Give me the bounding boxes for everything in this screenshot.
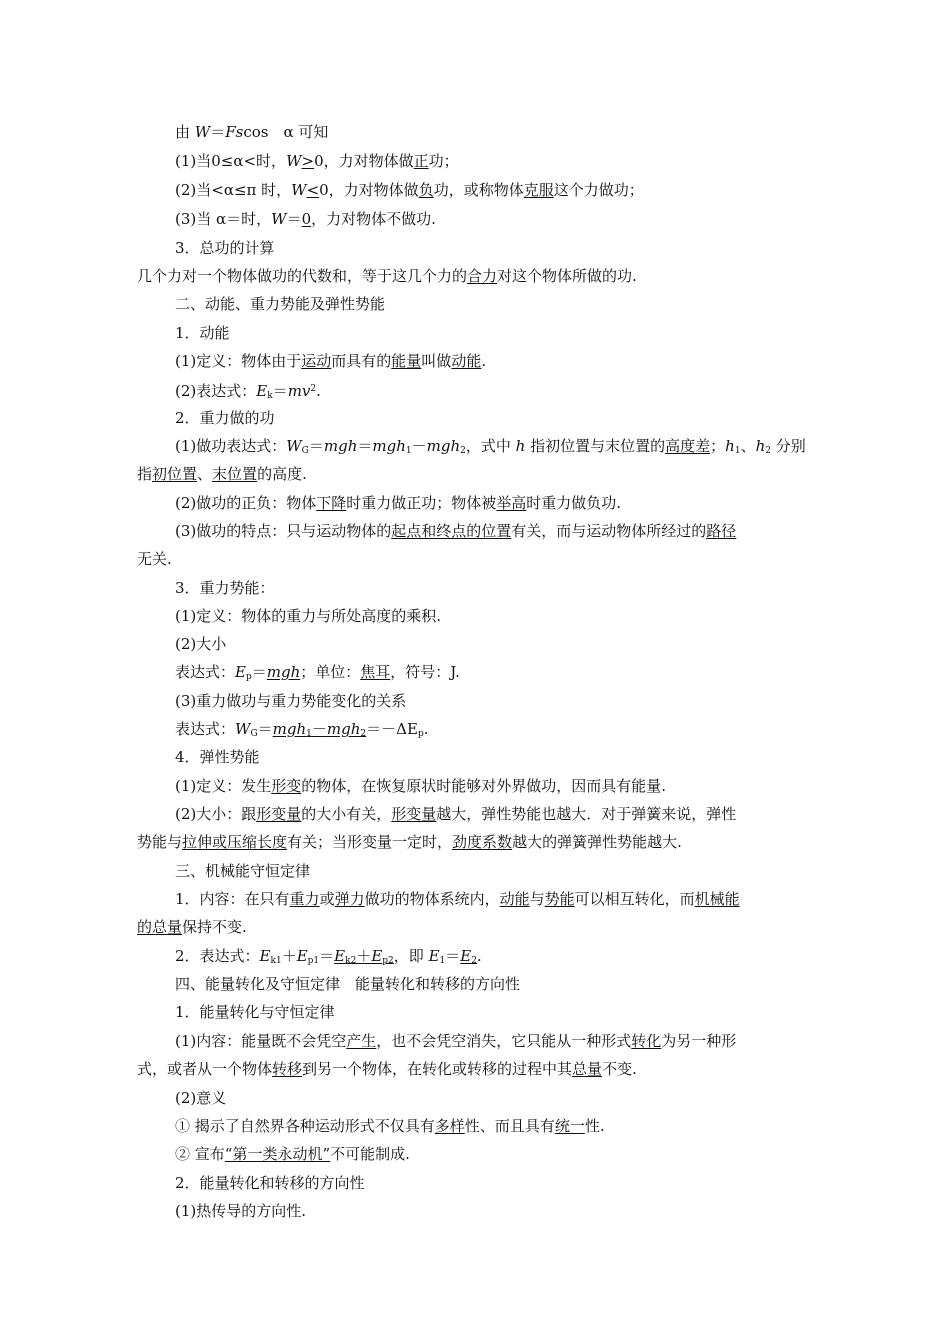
text-segment: ＝	[286, 210, 302, 228]
text-segment: ，力对物体不做功.	[311, 210, 436, 228]
underline	[212, 465, 257, 483]
text-line	[175, 151, 855, 171]
underlined-answer: 举高	[496, 494, 527, 512]
underline	[555, 1117, 585, 1135]
underlined-answer: 运动	[301, 352, 332, 370]
underline	[307, 181, 320, 199]
underline	[346, 1032, 376, 1050]
text-segment: 3．总功的计算	[175, 239, 275, 257]
text-segment: 时重力做正功；物体被	[346, 494, 497, 512]
underlined-answer: 焦耳	[360, 663, 391, 681]
text-line	[175, 1173, 855, 1193]
underlined-answer: mgh	[326, 720, 361, 738]
underlined-answer: <	[306, 181, 320, 199]
text-segment: (2)做功的正负：物体	[175, 494, 317, 512]
underline	[152, 465, 197, 483]
text-segment: p	[417, 729, 424, 739]
text-line	[137, 1059, 817, 1079]
text-line	[175, 1031, 855, 1051]
underline	[182, 833, 287, 851]
text-segment: .	[481, 352, 487, 370]
underlined-answer: 末位置	[212, 465, 258, 483]
underlined-answer: 高度差	[665, 437, 711, 455]
text-segment: (2)大小	[175, 635, 227, 653]
text-segment: 2．重力做的功	[175, 409, 275, 427]
text-segment: cos α 可知	[243, 123, 329, 141]
text-line	[175, 294, 855, 314]
text-line	[175, 209, 855, 229]
underline	[356, 947, 371, 965]
underline	[435, 1117, 465, 1135]
text-segment: ，符号：J.	[390, 663, 460, 681]
text-segment: 0，力对物体做	[319, 181, 419, 199]
underlined-answer: 统一	[554, 1117, 585, 1135]
underlined-answer: 机械能	[694, 890, 740, 908]
text-line	[175, 351, 855, 371]
underline	[467, 267, 497, 285]
text-segment: ＝	[251, 663, 267, 681]
text-segment: E	[296, 947, 308, 965]
text-segment: (2)表达式：	[175, 382, 257, 400]
text-segment: 与	[529, 890, 545, 908]
underlined-answer: ＋	[356, 947, 372, 965]
text-segment: 1．能量转化与守恒定律	[175, 1003, 335, 1021]
text-segment: 可以相互转化，而	[574, 890, 695, 908]
text-segment: 四、能量转化及守恒定律 能量转化和转移的方向性	[175, 975, 521, 993]
text-segment: ＝	[257, 720, 273, 738]
underlined-answer: 形变量	[391, 805, 437, 823]
text-segment: 2	[460, 446, 466, 456]
underlined-answer: 动能	[499, 890, 530, 908]
text-segment: (1)做功表达式：	[175, 437, 287, 455]
text-segment: E	[235, 663, 246, 681]
underlined-answer: 多样	[434, 1117, 465, 1135]
underline	[225, 1145, 330, 1163]
text-segment: 表达式：	[175, 663, 236, 681]
text-segment: 1．内容：在只有	[175, 890, 290, 908]
text-line	[175, 691, 855, 711]
text-segment: h	[755, 437, 766, 455]
text-line	[175, 436, 855, 461]
text-segment: 1	[734, 446, 741, 456]
text-segment: ＝	[319, 947, 335, 965]
text-line	[175, 379, 855, 406]
text-segment: 功；	[428, 152, 459, 170]
underlined-answer: 合力	[467, 267, 498, 285]
text-segment: (2)意义	[175, 1089, 227, 1107]
underlined-answer: “第一类永动机”	[224, 1145, 331, 1163]
text-segment: 2	[765, 446, 771, 456]
text-segment: 有关，而与运动物体所经过的	[511, 522, 707, 540]
text-segment: k	[267, 391, 273, 401]
underlined-answer: 能量	[391, 352, 422, 370]
text-segment: 3．重力势能：	[175, 579, 275, 597]
underlined-answer: 路径	[706, 522, 737, 540]
text-segment: G	[301, 446, 309, 456]
underline	[272, 1060, 302, 1078]
text-line	[175, 606, 855, 626]
text-segment: ① 揭示了自然界各种运动形式不仅具有	[175, 1117, 435, 1135]
text-segment: p1	[307, 956, 320, 966]
text-segment: W	[235, 720, 251, 738]
underlined-answer: 动能	[451, 352, 482, 370]
text-segment: (3)重力做功与重力势能变化的关系	[175, 692, 407, 710]
underlined-answer: 下降	[316, 494, 347, 512]
text-segment: 叫做	[421, 352, 452, 370]
underline	[545, 890, 575, 908]
text-segment: 为另一种形	[661, 1032, 737, 1050]
text-segment: ＝	[357, 437, 373, 455]
underlined-answer: 弹力	[334, 890, 365, 908]
underline	[500, 890, 530, 908]
text-line	[175, 776, 855, 796]
text-line	[175, 493, 855, 513]
underlined-answer: E	[460, 947, 472, 965]
text-segment: F	[225, 123, 236, 141]
text-line	[137, 266, 817, 286]
text-line	[137, 917, 817, 937]
text-line	[137, 464, 817, 484]
text-line	[175, 974, 855, 994]
underlined-answer: 1	[306, 729, 312, 739]
text-segment: 到另一个物体，在转化或转移的过程中其	[302, 1060, 573, 1078]
text-segment: .	[423, 720, 429, 738]
underline	[382, 947, 394, 965]
underline	[271, 777, 301, 795]
underline	[419, 181, 434, 199]
underlined-answer: E	[371, 947, 383, 965]
text-segment: (1)内容：能量既不会凭空	[175, 1032, 347, 1050]
underline	[572, 1060, 602, 1078]
text-segment: 由	[175, 123, 195, 141]
underline	[335, 890, 365, 908]
text-segment: 势能与	[137, 833, 183, 851]
text-segment: 1	[439, 956, 446, 966]
text-segment: 、	[197, 465, 213, 483]
text-segment: (3)当 α＝时，	[175, 210, 272, 228]
text-line	[175, 1002, 855, 1022]
text-line	[175, 323, 855, 343]
underline	[391, 352, 421, 370]
text-segment: 式，或者从一个物体	[137, 1060, 273, 1078]
text-segment: 性.	[584, 1117, 605, 1135]
text-segment: 性、而且具有	[464, 1117, 555, 1135]
underlined-answer: E	[334, 947, 346, 965]
text-segment: ；单位：	[300, 663, 361, 681]
text-segment: W	[271, 210, 287, 228]
text-line	[175, 1088, 855, 1108]
text-segment: 指	[137, 465, 153, 483]
text-segment: 2	[310, 384, 317, 394]
underlined-answer: 2	[471, 956, 477, 966]
underlined-answer: 0	[301, 210, 312, 228]
text-segment: 对这个物体所做的功.	[497, 267, 637, 285]
underline	[665, 437, 710, 455]
text-segment: p	[245, 672, 252, 682]
text-segment: 越大的弹簧弹性势能越大.	[512, 833, 682, 851]
underline	[460, 947, 471, 965]
underline	[391, 805, 436, 823]
underlined-answer: －	[311, 720, 327, 738]
underlined-answer: 2	[360, 729, 367, 739]
underline	[414, 152, 429, 170]
text-line	[175, 238, 855, 258]
text-segment: W	[286, 437, 302, 455]
text-segment: ；	[710, 437, 726, 455]
text-segment: (1)定义：物体由于	[175, 352, 302, 370]
underlined-answer: mgh	[272, 720, 307, 738]
text-line	[175, 1116, 855, 1136]
text-segment: W	[286, 152, 302, 170]
text-segment: (1)热传导的方向性.	[175, 1202, 307, 1220]
underline	[273, 720, 307, 738]
underlined-answer: 正	[413, 152, 429, 170]
text-segment: mv	[287, 382, 311, 400]
text-line	[175, 578, 855, 598]
underline	[316, 494, 346, 512]
text-segment: 表达式：	[175, 720, 236, 738]
underline	[695, 890, 740, 908]
text-segment: .	[476, 947, 482, 965]
text-segment: 1．动能	[175, 324, 230, 342]
underline	[496, 494, 526, 512]
text-segment: k1	[270, 956, 282, 966]
underlined-answer: 产生	[346, 1032, 377, 1050]
text-segment: 的高度.	[257, 465, 307, 483]
underlined-answer: 劲度系数	[452, 833, 513, 851]
text-segment: ＝	[272, 382, 288, 400]
text-segment: s	[235, 123, 244, 141]
text-line	[175, 1201, 855, 1221]
text-segment: (2)大小：跟	[175, 805, 257, 823]
text-segment: h	[725, 437, 735, 455]
text-segment: 三、机械能守恒定律	[175, 862, 311, 880]
text-segment: 有关；当形变量一定时，	[287, 833, 453, 851]
underline	[706, 522, 736, 540]
underlined-answer: 转移	[272, 1060, 303, 1078]
text-segment: h	[515, 437, 526, 455]
text-segment: 4．弹性势能	[175, 748, 260, 766]
text-segment: 越大，弹性势能也越大．对于弹簧来说，弹性	[436, 805, 737, 823]
text-line	[175, 719, 855, 744]
text-segment: 或	[319, 890, 335, 908]
underlined-answer: 形变量	[256, 805, 302, 823]
underline	[524, 181, 554, 199]
underlined-answer: 转化	[631, 1032, 662, 1050]
text-segment: 1	[405, 446, 412, 456]
underlined-answer: 的总量	[137, 918, 183, 936]
text-line	[137, 549, 817, 569]
text-segment: W	[194, 123, 211, 141]
text-line	[175, 946, 855, 971]
underline	[312, 720, 327, 738]
underline	[137, 918, 182, 936]
text-segment: G	[250, 729, 258, 739]
text-line	[175, 804, 855, 824]
text-segment: ＝	[210, 123, 226, 141]
underlined-answer: 势能	[544, 890, 575, 908]
underline	[302, 210, 312, 228]
text-segment: mgh	[426, 437, 461, 455]
text-segment: mgh	[323, 437, 358, 455]
text-segment: ＋	[281, 947, 297, 965]
text-segment: 2．表达式：	[175, 947, 260, 965]
text-line	[175, 180, 855, 200]
underline	[371, 947, 382, 965]
text-line	[175, 408, 855, 428]
underline	[301, 352, 331, 370]
text-segment: E	[256, 382, 268, 400]
text-segment: ② 宣布	[175, 1145, 225, 1163]
underline	[452, 833, 512, 851]
underlined-answer: 克服	[523, 181, 554, 199]
text-segment: 二、动能、重力势能及弹性势能	[175, 295, 386, 313]
text-segment: (3)做功的特点：只与运动物体的	[175, 522, 392, 540]
text-segment: 功，或称物体	[433, 181, 524, 199]
text-segment: ＝	[445, 947, 461, 965]
text-segment: 分别	[770, 437, 806, 455]
underlined-answer: 总量	[572, 1060, 603, 1078]
text-segment: 的大小有关，	[301, 805, 392, 823]
text-line	[175, 889, 855, 909]
underline	[451, 352, 481, 370]
underlined-answer: 形变	[271, 777, 302, 795]
text-segment: ＝	[308, 437, 324, 455]
underlined-answer: p2	[382, 956, 394, 966]
text-segment: 无关.	[137, 550, 172, 568]
text-line	[137, 832, 817, 852]
text-segment: 几个力对一个物体做功的代数和，等于这几个力的	[137, 267, 468, 285]
text-segment: (1)定义：物体的重力与所处高度的乘积.	[175, 607, 442, 625]
text-segment: 0，力对物体做	[314, 152, 414, 170]
underline	[256, 805, 301, 823]
text-line	[175, 1144, 855, 1164]
text-segment: 指初位置与末位置的	[525, 437, 666, 455]
text-line	[175, 634, 855, 654]
underline	[301, 152, 314, 170]
underlined-answer: 负	[418, 181, 434, 199]
text-segment: E	[259, 947, 271, 965]
text-segment: 、	[740, 437, 756, 455]
underline	[391, 522, 511, 540]
text-line	[175, 747, 855, 767]
underlined-answer: mgh	[266, 663, 301, 681]
underlined-answer: 初位置	[152, 465, 198, 483]
underlined-answer: 起点和终点的位置	[391, 522, 512, 540]
underlined-answer: 重力	[289, 890, 320, 908]
text-line	[175, 122, 855, 142]
text-segment: ，即	[393, 947, 429, 965]
text-segment: mgh	[372, 437, 406, 455]
underline	[631, 1032, 661, 1050]
text-segment: 时重力做负功.	[526, 494, 622, 512]
underlined-answer: k2	[345, 956, 357, 966]
text-segment: ＝－ΔE	[366, 720, 418, 738]
text-segment: E	[428, 947, 440, 965]
text-segment: 这个力做功；	[553, 181, 644, 199]
text-segment: ，也不会凭空消失，它只能从一种形式	[376, 1032, 632, 1050]
text-segment: 不变.	[602, 1060, 637, 1078]
text-line	[175, 521, 855, 541]
text-line	[175, 662, 855, 687]
text-segment: (1)定义：发生	[175, 777, 272, 795]
underline	[360, 663, 390, 681]
underline	[327, 720, 361, 738]
underline	[345, 947, 356, 965]
text-segment: 不可能制成.	[330, 1145, 410, 1163]
text-segment: (1)当0≤α<时，	[175, 152, 287, 170]
text-segment: (2)当<α≤π 时，	[175, 181, 292, 199]
text-segment: 保持不变.	[182, 918, 247, 936]
text-segment: 而具有的	[331, 352, 392, 370]
text-segment: .	[316, 382, 321, 400]
underlined-answer: 拉伸或压缩长度	[182, 833, 288, 851]
text-segment: 做功的物体系统内，	[364, 890, 500, 908]
underline	[267, 663, 301, 681]
text-segment: ，式中	[465, 437, 516, 455]
underline	[290, 890, 320, 908]
text-segment: W	[291, 181, 307, 199]
underlined-answer: >	[301, 152, 315, 170]
text-line	[175, 861, 855, 881]
underline	[334, 947, 345, 965]
text-segment: －	[411, 437, 427, 455]
text-segment: 的物体，在恢复原状时能够对外界做功，因而具有能量.	[301, 777, 667, 795]
text-segment: 2．能量转化和转移的方向性	[175, 1174, 365, 1192]
